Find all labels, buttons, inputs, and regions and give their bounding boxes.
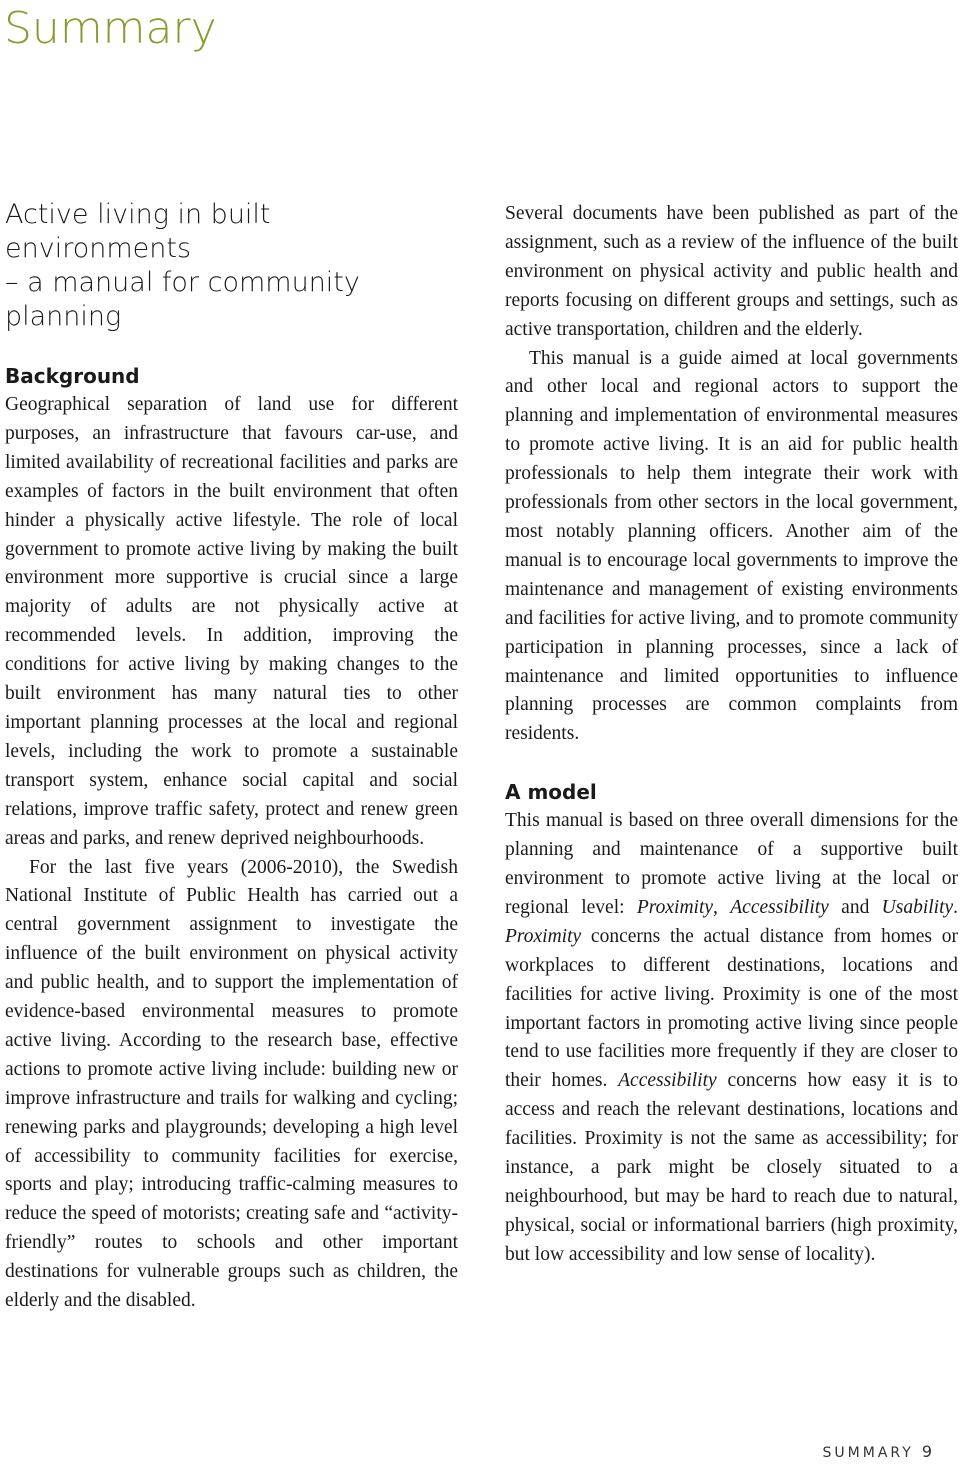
article-title-line-2: – a manual for community: [5, 267, 360, 298]
background-paragraph-2: For the last five years (2006-2010), the Swedish National Institute of Public Health has carried out a central government assignment to investigate the influence of the built environment on physical activity and public health, and to support the implementation of evidence-based environmental measures to promote active living. According to the research base, effective actions to promote active living include: building new or improve infrastructure and trails for walking and cycling; renewing parks and playgrounds; developing a high level of accessibility to community facilities for exercise, sports and play; introducing traffic-calming measures to reduce the speed of motorists; creating safe and “activity-friendly” routes to schools and other important destinations for vulnerable groups such as children, the elderly and the disabled.: [5, 856, 458, 1312]
footer-label: SUMMARY: [822, 1445, 914, 1461]
model-sep: ,: [713, 896, 731, 918]
right-column: [505, 200, 958, 1270]
term-accessibility-2: Accessibility: [618, 1070, 717, 1092]
background-paragraph-1: Geographical separation of land use for different purposes, an infrastructure that favours car-use, and limited availability of recreational facilities and parks are examples of factors in the built environment that often hinder a physically active lifestyle. The role of local government to promote active living by making the built environment more supportive is crucial since a large majority of adults are not physically active at recommended levels. In addition, improving the conditions for active living by making changes to the built environment has many natural ties to other important planning processes at the local and regional levels, including the work to promote a sustainable transport system, enhance social capital and social relations, improve traffic safety, protect and renew green areas and parks, and renew deprived neighbourhoods.: [5, 394, 458, 849]
page-title: Summary: [4, 3, 217, 54]
page-footer: [823, 1442, 932, 1461]
section-gap: [505, 749, 958, 778]
article-title-line-1: Active living in built environments: [5, 199, 271, 264]
left-column: [5, 198, 458, 1316]
model-text-c: concerns how easy it is to access and reach the relevant destinations, locations and facilities. Proximity is not the same as accessibility; for instance, a park might be closely situated to a neighbourhood, but may be hard to reach due to natural, physical, social or informational barriers (high proximity, but low accessibility and low sense of locality).: [505, 1070, 958, 1265]
model-heading: A model: [505, 780, 597, 805]
model-text-b: concerns the actual distance from homes or workplaces to different destinations, locations and facilities for active living. Proximity is one of the most important factors in promoting active living since people tend to use facilities more frequently if they are closer to their homes.: [505, 925, 958, 1092]
background-heading: Background: [5, 364, 140, 388]
model-and: and: [828, 896, 882, 918]
article-title: [5, 198, 458, 334]
model-paragraph: [505, 807, 958, 1270]
manual-aim-paragraph: This manual is a guide aimed at local governments and other local and regional actors to support the planning and implementation of environmental measures to promote active living. It is an aid for public health professionals to help them integrate their work with professionals from other sectors in the local government, most notably planning officers. Another aim of the manual is to encourage local governments to improve the maintenance and management of existing environments and facilities for active living, and to promote community participation in planning processes, since a lack of maintenance and limited opportunities to influence planning processes are common complaints from residents.: [505, 347, 958, 745]
model-dot: .: [953, 896, 959, 918]
documents-paragraph: Several documents have been published as part of the assignment, such as a review of the influence of the built environment on physical activity and public health and reports focusing on different groups and settings, such as active transportation, children and the elderly.: [505, 203, 958, 340]
term-proximity: Proximity: [636, 896, 714, 918]
term-proximity-2: Proximity: [505, 925, 582, 947]
term-usability: Usability: [881, 896, 954, 918]
article-title-line-3: planning: [5, 301, 122, 332]
term-accessibility: Accessibility: [730, 896, 829, 918]
page-number: 9: [921, 1442, 932, 1461]
model-text-a: This manual is based on three overall dimensions for the planning and maintenance of a supportive built environment to promote active living at the local or regional level:: [505, 810, 958, 918]
